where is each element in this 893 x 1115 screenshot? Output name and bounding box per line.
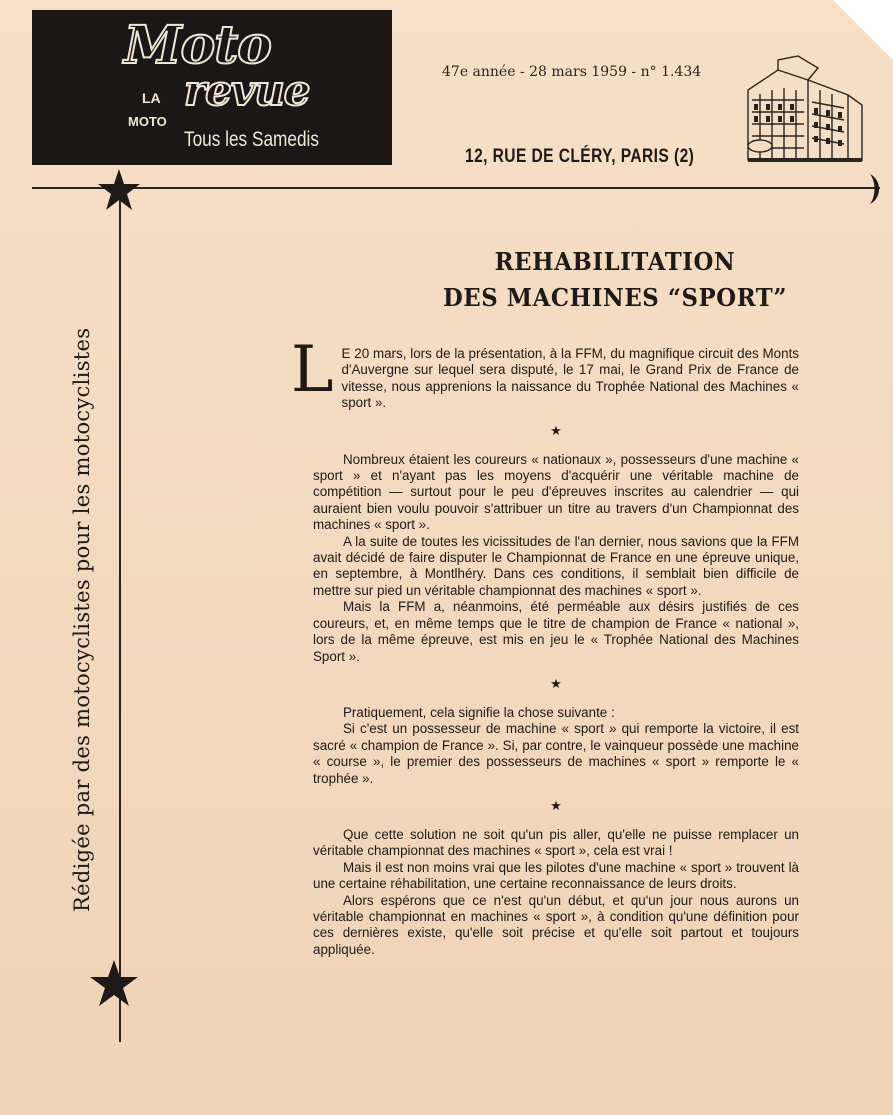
logo-revue-text: revue — [184, 66, 310, 115]
paragraph: Alors espérons que ce n'est qu'un début, et qu'un jour nous aurons un véritable championnat en machines « sport », à condition qu'une définition pour ces dernières existe, qu'elle soit précise et qu'elle soit partout et toujours appliquée. — [313, 892, 799, 957]
logo-moto-small-text: MOTO — [128, 114, 167, 129]
paragraph: Mais il est non moins vrai que les pilotes d'une machine « sport » trouvent là une certaine réhabilitation, une certaine reconnaissance de leurs droits. — [313, 859, 799, 892]
star-ornament-icon — [96, 167, 142, 213]
section-separator: ★ — [550, 422, 562, 438]
logo-moto-text: Moto — [124, 15, 271, 76]
article-title-line1: REHABILITATION — [494, 247, 736, 276]
article-body — [291, 333, 799, 958]
tagline: Tous les Samedis — [184, 128, 319, 151]
article-title-line2: DES MACHINES “SPORT” — [442, 283, 788, 312]
margin-rule — [119, 187, 121, 1042]
drop-cap: L — [291, 333, 334, 407]
paragraph: Nombreux étaient les coureurs « nationaux », possesseurs d'une machine « sport » et n'ayant pas les moyens d'acquérir une véritable machine de compétition — surtout pour le peu d'épreuves inscrites au calendrier — qui auraient bien voulu pouvoir s'attribuer un titre au travers d'un Championnat des machines « sport ». — [313, 451, 799, 533]
section-separator: ★ — [550, 797, 562, 813]
lead-paragraph-block — [291, 333, 799, 412]
sidebar-slogan: Rédigée par des motocyclistes pour les motocyclistes — [70, 327, 94, 912]
issue-info: 47e année - 28 mars 1959 - n° 1.434 — [442, 64, 702, 80]
paragraph: A la suite de toutes les vicissitudes de l'an dernier, nous savions que la FFM avait décidé de faire disputer le Championnat de France en une épreuve unique, en septembre, à Montlhéry. Dans ces conditions, il semblait bien difficile de mettre sur pied un véritable championnat des machines « sport ». — [313, 533, 799, 598]
section-separator: ★ — [550, 675, 562, 691]
article-title — [330, 244, 893, 316]
building-illustration-icon — [738, 50, 866, 170]
paragraph: Que cette solution ne soit qu'un pis aller, qu'elle ne puisse remplacer un véritable championnat des machines « sport », cela est vrai ! — [313, 826, 799, 859]
paragraph: Mais la FFM a, néanmoins, été perméable aux désirs justifiés de ces coureurs, et, en même temps que le titre de champion de France « national », lors de la même épreuve, est mis en jeu le « Trophée National des Machines Sport ». — [313, 599, 799, 664]
header-rule — [32, 187, 880, 189]
masthead-logo-block — [32, 10, 392, 165]
logo-la-text: LA — [142, 90, 161, 106]
paragraph: Si c'est un possesseur de machine « sport » qui remporte la victoire, il est sacré « champion de France ». Si, par contre, le vainqueur possède une machine « course », le premier des possesseurs de machines « sport » remporte le « trophée ». — [313, 721, 799, 786]
paragraph: Pratiquement, cela signifie la chose suivante : — [343, 704, 615, 720]
lead-paragraph: E 20 mars, lors de la présentation, à la FFM, du magnifique circuit des Monts d'Auvergne sur lequel sera disputé, le 17 mai, le Grand Prix de France de vitesse, nous apprenions la naissance du Trophée National des Machines « sport ». — [341, 346, 799, 411]
star-ornament-icon — [88, 958, 140, 1008]
rule-end-ornament-icon — [868, 172, 884, 206]
publisher-address: 12, RUE DE CLÉRY, PARIS (2) — [465, 146, 695, 167]
